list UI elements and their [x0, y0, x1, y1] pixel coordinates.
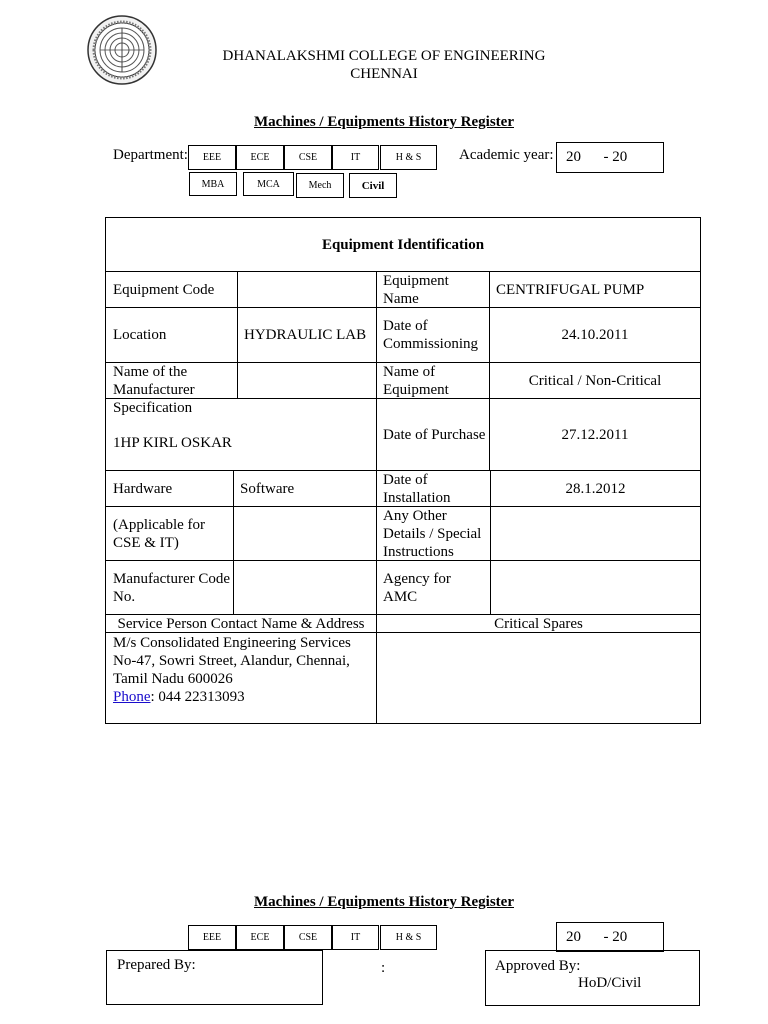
table-heading: Equipment Identification: [321, 236, 485, 253]
dept-option-hs[interactable]: H & S: [380, 145, 437, 170]
department-label: Department:: [113, 147, 188, 163]
location-value: HYDRAULIC LAB: [244, 327, 367, 343]
footer-dept-ece[interactable]: ECE: [236, 925, 284, 950]
manufacturer-value: [244, 363, 374, 398]
approved-by-label: Approved By:: [495, 958, 581, 974]
service-address-line1: M/s Consolidated Engineering Services: [113, 635, 351, 651]
installation-value: 28.1.2012: [565, 480, 626, 497]
approved-by-box: [485, 950, 700, 1006]
dept-option-mba[interactable]: MBA: [189, 172, 237, 196]
applicable-label: (Applicable for CSE & IT): [113, 516, 206, 551]
location-label: Location: [113, 327, 167, 343]
phone-link[interactable]: Phone: [113, 689, 151, 705]
manufacturer-label: Name of the Manufacturer: [113, 363, 195, 398]
dept-option-mech[interactable]: Mech: [296, 173, 344, 198]
name-of-equipment-label: Name of Equipment: [383, 363, 449, 398]
college-name: DHANALAKSHMI COLLEGE OF ENGINEERING: [222, 48, 546, 64]
dept-option-eee[interactable]: EEE: [188, 145, 236, 170]
equipment-name-value: CENTRIFUGAL PUMP: [496, 281, 645, 298]
commissioning-label: Date of Commissioning: [383, 318, 479, 352]
dept-option-cse[interactable]: CSE: [284, 145, 332, 170]
prepared-by-label: Prepared By:: [117, 957, 196, 973]
dept-option-ece[interactable]: ECE: [236, 145, 284, 170]
amc-label: Agency for AMC: [383, 570, 451, 605]
manufacturer-code-label: Manufacturer Code No.: [113, 570, 231, 605]
prepared-by-box: [106, 950, 323, 1005]
software-label: Software: [240, 480, 295, 497]
purchase-value: 27.12.2011: [561, 426, 629, 443]
equipment-code-label: Equipment Code: [113, 281, 215, 298]
criticality-value: Critical / Non-Critical: [528, 372, 662, 389]
specification-label: Specification: [113, 400, 193, 416]
service-address-line2: No-47, Sowri Street, Alandur, Chennai,: [113, 653, 350, 669]
footer-dept-hs[interactable]: H & S: [380, 925, 437, 950]
dept-option-civil-selected[interactable]: Civil: [349, 173, 397, 198]
commissioning-value: 24.10.2011: [561, 327, 629, 343]
dept-option-mca[interactable]: MCA: [243, 172, 294, 196]
footer-dept-cse[interactable]: CSE: [284, 925, 332, 950]
academic-year-field[interactable]: 20 - 20: [556, 142, 664, 173]
equipment-name-label: Equipment Name: [383, 272, 449, 307]
academic-year-label: Academic year:: [459, 147, 554, 163]
phone-number: : 044 22313093: [150, 689, 245, 705]
service-address-line3: Tamil Nadu 600026: [113, 671, 233, 687]
installation-label: Date of Installation: [383, 471, 451, 506]
specification-value: 1HP KIRL OSKAR: [113, 435, 232, 451]
dept-option-it[interactable]: IT: [332, 145, 379, 170]
footer-academic-year-field[interactable]: 20 - 20: [556, 922, 664, 952]
footer-dept-eee[interactable]: EEE: [188, 925, 236, 950]
register-title: Machines / Equipments History Register: [254, 114, 514, 130]
approver-name: HoD/Civil: [578, 975, 642, 991]
footer-register-title: Machines / Equipments History Register: [254, 894, 514, 910]
critical-spares-label: Critical Spares: [494, 615, 583, 632]
service-person-label: Service Person Contact Name & Address: [117, 615, 365, 632]
other-details-label: Any Other Details / Special Instructions: [383, 507, 482, 560]
purchase-label: Date of Purchase: [383, 426, 486, 443]
separator-colon: :: [381, 960, 386, 976]
college-city: CHENNAI: [350, 66, 418, 82]
service-phone: [113, 688, 375, 706]
hardware-label: Hardware: [113, 480, 173, 497]
equipment-code-value: [244, 272, 374, 307]
footer-dept-it[interactable]: IT: [332, 925, 379, 950]
college-seal-logo: [86, 15, 158, 85]
